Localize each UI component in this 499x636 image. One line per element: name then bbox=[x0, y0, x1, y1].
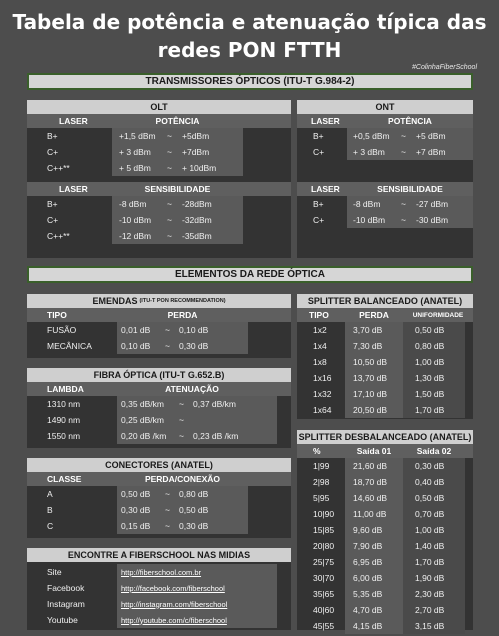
splitter-desbal-s2: 1,90 dB bbox=[415, 573, 445, 583]
splitter-bal-tipo: 1x2 bbox=[313, 325, 327, 335]
olt-power-row: + 5 dBm ~ + 10dBm bbox=[119, 163, 217, 173]
olt-panel bbox=[27, 100, 291, 258]
splitter-desbal-pct: 2|98 bbox=[313, 477, 330, 487]
fibra-lambda: 1310 nm bbox=[47, 399, 81, 409]
splitter-bal-tipo: 1x4 bbox=[313, 341, 327, 351]
splitter-desbal-s2: 0,70 dB bbox=[415, 509, 445, 519]
splitter-desbal-s1: 5,35 dB bbox=[353, 589, 383, 599]
emendas-row: 0,10 dB ~ 0,30 dB bbox=[121, 341, 209, 351]
splitter-bal-unif: 1,70 dB bbox=[415, 405, 445, 415]
splitter-bal-title: SPLITTER BALANCEADO (ANATEL) bbox=[297, 294, 473, 308]
olt-power-laser: C++** bbox=[47, 163, 70, 173]
splitter-desbal-title: SPLITTER DESBALANCEADO (ANATEL) bbox=[298, 432, 472, 442]
emendas-header-row: TIPO PERDA bbox=[27, 308, 291, 322]
ont-sens-header: LASER SENSIBILIDADE bbox=[297, 182, 473, 196]
olt-title: OLT bbox=[27, 100, 291, 114]
splitter-bal-perda: 13,70 dB bbox=[353, 373, 388, 383]
olt-sens-laser: C++** bbox=[47, 231, 70, 241]
midias-title: ENCONTRE A FIBERSCHOOL NAS MIDIAS bbox=[27, 548, 291, 562]
splitter-bal-header-row: TIPO PERDA UNIFORMIDADE bbox=[297, 308, 473, 322]
fibra-title: FIBRA ÓPTICA (ITU-T G.652.B) bbox=[27, 368, 291, 382]
splitter-desbal-header-row: % Saída 01 Saída 02 bbox=[297, 444, 473, 458]
fibra-header-row: LAMBDA ATENUAÇÃO bbox=[27, 382, 291, 396]
emendas-tipo: MECÂNICA bbox=[47, 341, 92, 351]
splitter-bal-unif: 1,30 dB bbox=[415, 373, 445, 383]
splitter-desbal-s1: 21,60 dB bbox=[353, 461, 388, 471]
hashtag: #ColinhaFiberSchool bbox=[412, 64, 477, 71]
olt-sens-header: LASER SENSIBILIDADE bbox=[27, 182, 291, 196]
splitter-bal-perda: 3,70 dB bbox=[353, 325, 383, 335]
splitter-bal-perda: 7,30 dB bbox=[353, 341, 383, 351]
conectores-classe: B bbox=[47, 505, 53, 515]
splitter-bal-unif: 1,50 dB bbox=[415, 389, 445, 399]
fibra-row: 0,35 dB/km ~ 0,37 dB/km bbox=[121, 399, 236, 409]
splitter-desbal-s2: 0,40 dB bbox=[415, 477, 445, 487]
ont-title: ONT bbox=[297, 100, 473, 114]
splitter-desbal-pct: 1|99 bbox=[313, 461, 330, 471]
splitter-bal-perda: 10,50 dB bbox=[353, 357, 388, 367]
splitter-desbal-s2: 3,15 dB bbox=[415, 621, 445, 631]
fibra-row: 0,25 dB/km ~ bbox=[121, 415, 184, 425]
fibra-panel bbox=[27, 368, 291, 448]
splitter-desbal-s1: 9,60 dB bbox=[353, 525, 383, 535]
ont-sens-laser: B+ bbox=[313, 199, 324, 209]
page-title-line-1: Tabela de potência e atenuação típica das bbox=[12, 10, 487, 34]
fibra-lambda: 1490 nm bbox=[47, 415, 81, 425]
splitter-balanceado-panel bbox=[297, 294, 473, 419]
splitter-desbal-s1: 14,60 dB bbox=[353, 493, 388, 503]
conectores-title: CONECTORES (ANATEL) bbox=[27, 458, 291, 472]
splitter-desbalanceado-panel bbox=[297, 430, 473, 630]
page-title-line-2: redes PON FTTH bbox=[157, 38, 342, 62]
splitter-desbal-pct: 5|95 bbox=[313, 493, 330, 503]
ont-power-header: LASER POTÊNCIA bbox=[297, 114, 473, 128]
splitter-desbal-s2: 1,00 dB bbox=[415, 525, 445, 535]
ont-sens-laser: C+ bbox=[313, 215, 325, 225]
splitter-desbal-s1: 4,70 dB bbox=[353, 605, 383, 615]
midias-label-instagram: Instagram bbox=[47, 599, 85, 609]
ont-power-laser: C+ bbox=[313, 147, 325, 157]
splitter-desbal-pct: 40|60 bbox=[313, 605, 335, 615]
splitter-desbal-pct: 20|80 bbox=[313, 541, 335, 551]
splitter-desbal-s2: 1,70 dB bbox=[415, 557, 445, 567]
ont-power-row: + 3 dBm ~ +7 dBm bbox=[353, 147, 446, 157]
splitter-desbal-s1: 6,95 dB bbox=[353, 557, 383, 567]
fibra-row: 0,20 dB /km ~ 0,23 dB /km bbox=[121, 431, 239, 441]
olt-power-header bbox=[27, 114, 291, 128]
ont-sens-row: -10 dBm ~ -30 dBm bbox=[353, 215, 449, 225]
splitter-bal-unif: 0,80 dB bbox=[415, 341, 445, 351]
olt-laser-header: LASER bbox=[59, 116, 88, 126]
midias-label-facebook: Facebook bbox=[47, 583, 85, 593]
conectores-header-row: CLASSE PERDA/CONEXÃO bbox=[27, 472, 291, 486]
olt-power-label: POTÊNCIA bbox=[155, 116, 200, 126]
conectores-row: 0,50 dB ~ 0,80 dB bbox=[121, 489, 209, 499]
emendas-panel bbox=[27, 294, 291, 358]
conectores-panel bbox=[27, 458, 291, 538]
ont-panel bbox=[297, 100, 473, 258]
splitter-desbal-s1: 11,00 dB bbox=[353, 509, 387, 519]
splitter-desbal-s2: 1,40 dB bbox=[415, 541, 445, 551]
site-link[interactable]: http://fiberschool.com.br bbox=[121, 567, 202, 577]
splitter-desbal-pct: 25|75 bbox=[313, 557, 335, 567]
splitter-bal-unif: 0,50 dB bbox=[415, 325, 445, 335]
olt-sens-laser: C+ bbox=[47, 215, 59, 225]
splitter-bal-perda: 17,10 dB bbox=[353, 389, 388, 399]
transmitters-header: TRANSMISSORES ÓPTICOS (ITU-T G.984-2) bbox=[27, 73, 473, 90]
splitter-bal-tipo: 1x8 bbox=[313, 357, 327, 367]
olt-sens-row: -8 dBm ~ -28dBm bbox=[119, 199, 212, 209]
splitter-desbal-pct: 45|55 bbox=[313, 621, 335, 631]
olt-power-laser: B+ bbox=[47, 131, 58, 141]
olt-sens-row: -10 dBm ~ -32dBm bbox=[119, 215, 212, 225]
emendas-tipo: FUSÃO bbox=[47, 325, 77, 335]
splitter-desbal-s1: 6,00 dB bbox=[353, 573, 383, 583]
emendas-row: 0,01 dB ~ 0,10 dB bbox=[121, 325, 209, 335]
ont-power-laser: B+ bbox=[313, 131, 324, 141]
splitter-desbal-s1: 4,15 dB bbox=[353, 621, 383, 631]
splitter-desbal-s2: 0,30 dB bbox=[415, 461, 445, 471]
conectores-row: 0,30 dB ~ 0,50 dB bbox=[121, 505, 209, 515]
conectores-classe: C bbox=[47, 521, 54, 531]
facebook-link[interactable]: http://facebook.com/fiberschool bbox=[121, 583, 225, 593]
ont-power-row: +0,5 dBm ~ +5 dBm bbox=[353, 131, 446, 141]
olt-power-row: + 3 dBm ~ +7dBm bbox=[119, 147, 210, 157]
olt-sens-row: -12 dBm ~ -35dBm bbox=[119, 231, 212, 241]
conectores-row: 0,15 dB ~ 0,30 dB bbox=[121, 521, 209, 531]
midias-label-youtube: Youtube bbox=[47, 615, 78, 625]
olt-power-row: +1,5 dBm ~ +5dBm bbox=[119, 131, 210, 141]
splitter-desbal-pct: 10|90 bbox=[313, 509, 335, 519]
fibra-lambda: 1550 nm bbox=[47, 431, 81, 441]
emendas-title: EMENDAS (ITU-T PON RECOMMENDATION) bbox=[27, 294, 291, 308]
splitter-bal-unif: 1,00 dB bbox=[415, 357, 445, 367]
splitter-desbal-pct: 30|70 bbox=[313, 573, 335, 583]
youtube-link[interactable]: http://youtube.com/c/fiberschool bbox=[121, 615, 227, 625]
splitter-bal-tipo: 1x64 bbox=[313, 405, 332, 415]
splitter-desbal-pct: 15|85 bbox=[313, 525, 335, 535]
midias-label-site: Site bbox=[47, 567, 62, 577]
splitter-desbal-s1: 18,70 dB bbox=[353, 477, 388, 487]
instagram-link[interactable]: http://instagram.com/fiberschool bbox=[121, 599, 228, 609]
conectores-classe: A bbox=[47, 489, 53, 499]
splitter-bal-tipo: 1x16 bbox=[313, 373, 332, 383]
elements-header: ELEMENTOS DA REDE ÓPTICA bbox=[27, 266, 473, 283]
ont-sens-row: -8 dBm ~ -27 dBm bbox=[353, 199, 449, 209]
splitter-bal-tipo: 1x32 bbox=[313, 389, 332, 399]
splitter-desbal-s2: 0,50 dB bbox=[415, 493, 445, 503]
olt-sens-laser: B+ bbox=[47, 199, 58, 209]
splitter-desbal-s2: 2,30 dB bbox=[415, 589, 445, 599]
splitter-desbal-s2: 2,70 dB bbox=[415, 605, 445, 615]
splitter-desbal-s1: 7,90 dB bbox=[353, 541, 383, 551]
splitter-desbal-pct: 35|65 bbox=[313, 589, 335, 599]
midias-panel bbox=[27, 548, 291, 630]
splitter-bal-perda: 20,50 dB bbox=[353, 405, 388, 415]
olt-power-laser: C+ bbox=[47, 147, 59, 157]
